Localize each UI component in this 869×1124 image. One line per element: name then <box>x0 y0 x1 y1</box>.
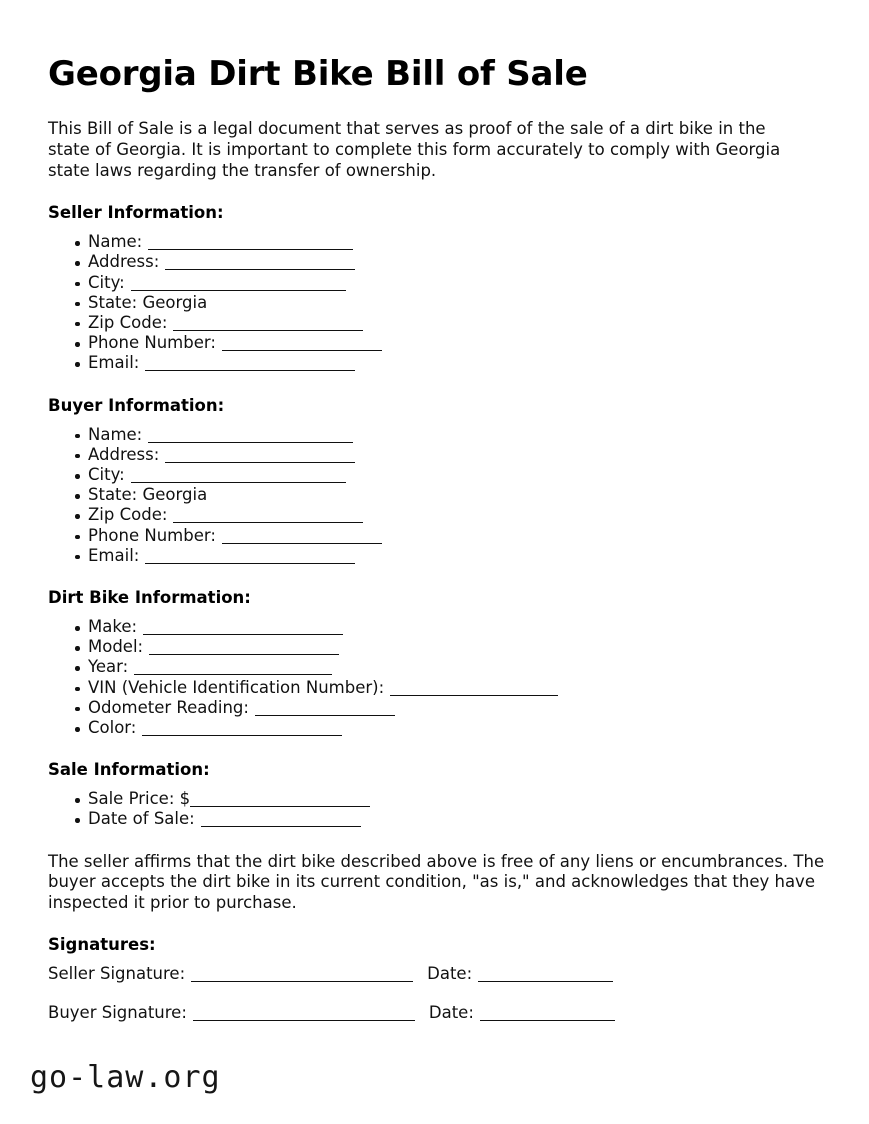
form-field-row <box>48 273 821 293</box>
field-label: Model: <box>88 637 144 657</box>
field-label: Email: <box>88 545 140 565</box>
field-label: Name: <box>88 424 143 444</box>
form-field-row <box>48 293 821 313</box>
intro-paragraph: This Bill of Sale is a legal document that serves as proof of the sale of a dirt bike in the state of Georgia. It is important to complete this form accurately to comply with Georgia state laws regarding the transfer of ownership. <box>48 119 781 180</box>
field-blank-line[interactable] <box>173 317 363 331</box>
field-label: VIN (Vehicle Identification Number): <box>88 677 385 697</box>
date-blank-line[interactable] <box>480 1007 615 1021</box>
form-field-row <box>48 425 821 445</box>
bike-section-heading: Dirt Bike Information: <box>48 588 251 608</box>
field-blank-line[interactable] <box>134 661 332 675</box>
form-field-row <box>48 617 821 637</box>
signature-label: Buyer Signature: <box>48 1002 187 1022</box>
form-field-row <box>48 546 821 566</box>
field-label: Zip Code: <box>88 312 168 332</box>
field-label: Sale Price: $ <box>88 789 191 809</box>
field-label: Color: <box>88 718 137 738</box>
date-label: Date: <box>427 964 473 984</box>
field-blank-line[interactable] <box>142 722 342 736</box>
sale-fields-list <box>48 789 821 829</box>
seller-section-heading: Seller Information: <box>48 203 224 223</box>
field-blank-line[interactable] <box>131 277 346 291</box>
form-field-row <box>48 465 821 485</box>
form-field-row <box>48 698 821 718</box>
form-field-row <box>48 809 821 829</box>
field-blank-line[interactable] <box>148 429 353 443</box>
field-label: Odometer Reading: <box>88 697 249 717</box>
form-field-row <box>48 789 821 809</box>
date-blank-line[interactable] <box>478 968 613 982</box>
date-label: Date: <box>428 1002 474 1022</box>
field-label: Phone Number: <box>88 525 216 545</box>
form-field-row <box>48 313 821 333</box>
form-field-row <box>48 657 821 677</box>
site-watermark: go-law.org <box>30 1060 221 1095</box>
field-label: Make: <box>88 617 138 637</box>
buyer-section-heading: Buyer Information: <box>48 395 225 415</box>
form-field-row <box>48 232 821 252</box>
form-field-row <box>48 526 821 546</box>
form-field-row <box>48 718 821 738</box>
field-blank-line[interactable] <box>222 530 382 544</box>
affirmation-paragraph: The seller affirms that the dirt bike described above is free of any liens or encumbrances. The buyer accepts the dirt bike in its current condition, "as is," and acknowledges that they have inspected it prior to purchase. <box>48 851 825 912</box>
signature-row <box>48 964 821 984</box>
field-blank-line[interactable] <box>390 682 558 696</box>
form-field-row <box>48 485 821 505</box>
field-blank-line[interactable] <box>145 357 355 371</box>
form-field-row <box>48 333 821 353</box>
field-label: State: <box>88 485 138 505</box>
buyer-fields-list <box>48 425 821 566</box>
field-label: Zip Code: <box>88 505 168 525</box>
field-blank-line[interactable] <box>165 449 355 463</box>
field-blank-line[interactable] <box>148 236 353 250</box>
form-field-row <box>48 445 821 465</box>
signature-row <box>48 1003 821 1023</box>
seller-fields-list <box>48 232 821 373</box>
field-label: Phone Number: <box>88 333 216 353</box>
signature-rows <box>48 964 821 1022</box>
field-blank-line[interactable] <box>145 550 355 564</box>
field-label: City: <box>88 272 125 292</box>
field-label: Address: <box>88 252 160 272</box>
form-field-row <box>48 637 821 657</box>
field-blank-line[interactable] <box>190 793 370 807</box>
sale-section-heading: Sale Information: <box>48 760 210 780</box>
form-field-row <box>48 678 821 698</box>
field-label: Date of Sale: <box>88 809 195 829</box>
field-blank-line[interactable] <box>255 702 395 716</box>
field-blank-line[interactable] <box>222 337 382 351</box>
signature-blank-line[interactable] <box>193 1007 415 1021</box>
field-value: Georgia <box>137 292 208 312</box>
field-blank-line[interactable] <box>149 641 339 655</box>
page-title: Georgia Dirt Bike Bill of Sale <box>48 54 588 94</box>
bike-fields-list <box>48 617 821 738</box>
field-label: Address: <box>88 444 160 464</box>
field-blank-line[interactable] <box>143 621 343 635</box>
field-blank-line[interactable] <box>201 813 361 827</box>
field-label: Email: <box>88 353 140 373</box>
field-blank-line[interactable] <box>165 256 355 270</box>
form-field-row <box>48 505 821 525</box>
form-field-row <box>48 353 821 373</box>
field-value: Georgia <box>137 485 208 505</box>
field-label: Name: <box>88 232 143 252</box>
field-blank-line[interactable] <box>131 469 346 483</box>
field-label: City: <box>88 465 125 484</box>
field-label: Year: <box>88 657 129 677</box>
signatures-section-heading: Signatures: <box>48 935 156 955</box>
signature-label: Seller Signature: <box>48 964 186 984</box>
signature-blank-line[interactable] <box>191 968 413 982</box>
form-field-row <box>48 252 821 272</box>
field-label: State: <box>88 292 138 312</box>
field-blank-line[interactable] <box>173 509 363 523</box>
